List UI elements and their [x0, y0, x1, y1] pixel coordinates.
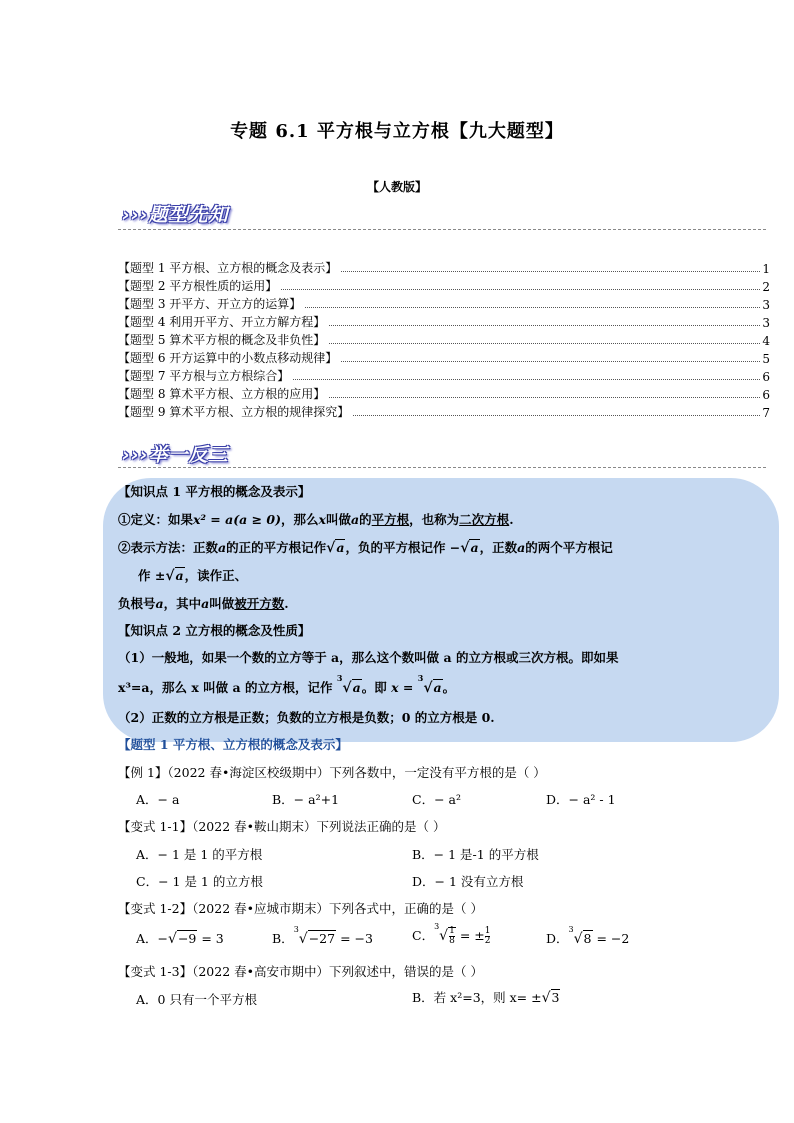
toc-item[interactable]: 【题型 3 开平方、开立方的运算】 3 — [118, 297, 770, 312]
option-b[interactable]: B．− 1 是-1 的平方根 — [412, 847, 539, 862]
option-b[interactable]: B．$^3$√−27 = −3 — [272, 924, 373, 947]
kp1-representation: ②表示方法：正数a的正的平方根记作√a，负的平方根记作 −√a，正数a的两个平方根记 — [118, 540, 613, 556]
option-d[interactable]: D．$^3$√8 = −2 — [546, 924, 630, 947]
option-a[interactable]: A．− a — [136, 792, 180, 807]
banner-arrows-icon: ››› — [122, 204, 149, 226]
option-d[interactable]: D．− 1 没有立方根 — [412, 874, 524, 889]
practice-banner — [122, 440, 229, 467]
option-a[interactable]: A．−√−9 = 3 — [136, 931, 224, 947]
option-c[interactable]: C．− a² — [412, 792, 461, 807]
example-question: 【例 1】（2022 春•海淀区校级期中）下列各数中，一定没有平方根的是（ ） — [118, 765, 546, 780]
option-b[interactable]: B．− a²+1 — [272, 792, 340, 807]
option-a[interactable]: A．0 只有一个平方根 — [136, 992, 257, 1007]
toc-banner — [122, 200, 229, 227]
option-a[interactable]: A．− 1 是 1 的平方根 — [136, 847, 263, 862]
divider — [118, 467, 766, 468]
kp2-line3: （2）正数的立方根是正数；负数的立方根是负数；0 的立方根是 0. — [118, 710, 495, 725]
variant-question: 【变式 1-1】（2022 春•鞍山期末）下列说法正确的是（ ） — [118, 819, 446, 834]
option-c[interactable]: C．− 1 是 1 的立方根 — [136, 874, 263, 889]
variant-question: 【变式 1-2】（2022 春•应城市期末）下列各式中，正确的是（ ） — [118, 901, 483, 916]
kp1-definition: ①定义：如果x² = a(a ≥ 0)，那么x叫做a的平方根，也称为二次方根. — [118, 512, 514, 527]
toc-item[interactable]: 【题型 6 开方运算中的小数点移动规律】 5 — [118, 351, 770, 366]
banner-arrows-icon: ››› — [122, 444, 149, 466]
toc-item[interactable]: 【题型 7 平方根与立方根综合】 6 — [118, 369, 770, 384]
toc-item[interactable]: 【题型 2 平方根性质的运用】 2 — [118, 279, 770, 294]
toc-banner-text: 题型先知 — [148, 204, 229, 226]
kp1-title: 【知识点 1 平方根的概念及表示】 — [118, 484, 311, 499]
toc-item[interactable]: 【题型 4 利用开平方、开立方解方程】 3 — [118, 315, 770, 330]
divider — [118, 229, 766, 230]
practice-banner-text: 举一反三 — [148, 444, 229, 466]
kp2-line2: x³=a，那么 x 叫做 a 的立方根，记作 $^3$√a。即 x = $^3$√a。 — [118, 672, 456, 696]
page-title: 专题 6.1 平方根与立方根【九大题型】 — [230, 121, 564, 142]
kp2-line1: （1）一般地，如果一个数的立方等于 a，那么这个数叫做 a 的立方根或三次方根。即如果 — [118, 650, 619, 665]
toc-item[interactable]: 【题型 8 算术平方根、立方根的应用】 6 — [118, 387, 770, 402]
toc-item[interactable]: 【题型 9 算术平方根、立方根的规律探究】 7 — [118, 405, 770, 420]
kp2-title: 【知识点 2 立方根的概念及性质】 — [118, 623, 311, 638]
section-title: 【题型 1 平方根、立方根的概念及表示】 — [118, 737, 348, 752]
toc-item[interactable]: 【题型 1 平方根、立方根的概念及表示】 1 — [118, 261, 770, 276]
option-b[interactable]: B．若 x²=3，则 x= ±√3 — [412, 990, 560, 1006]
option-d[interactable]: D．− a² - 1 — [546, 792, 616, 807]
toc-item[interactable]: 【题型 5 算术平方根的概念及非负性】 4 — [118, 333, 770, 348]
edition-label: 【人教版】 — [366, 180, 427, 194]
kp1-radicand: 负根号a，其中a叫做被开方数. — [118, 596, 289, 611]
variant-question: 【变式 1-3】（2022 春•高安市期中）下列叙述中，错误的是（ ） — [118, 964, 483, 979]
kp1-representation-cont: 作 ±√a，读作正、 — [138, 568, 248, 584]
option-c[interactable]: C．$^3$√ $\frac{1}{8}$ = ± $\frac{1}{2}$ — [412, 921, 491, 946]
